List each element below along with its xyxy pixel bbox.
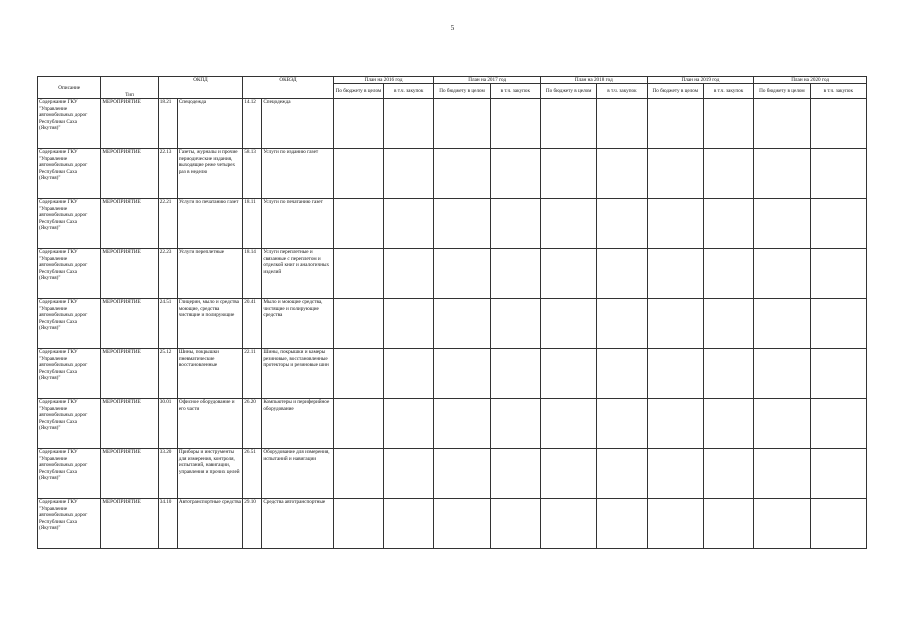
row-okpd-name: Газеты, журналы и прочие периодические издания, выходящие реже четырех раз в неделю (177, 149, 242, 199)
row-okvd-code: 29.10 (243, 499, 262, 549)
row-okvd-name: Средства автотранспортные (262, 499, 333, 549)
table-row (38, 199, 867, 249)
row-type: МЕРОПРИЯТИЕ (101, 349, 158, 399)
row-okvd-name: Спецодежда (262, 99, 333, 149)
year-header-2018: План на 2018 год (540, 77, 647, 84)
budget-header: По бюджету в целом (540, 84, 596, 99)
table-row (38, 149, 867, 199)
table-row (38, 99, 867, 149)
budget-cell (333, 199, 383, 249)
purchases-cell (384, 149, 434, 199)
table-row (38, 449, 867, 499)
budget-cell (434, 199, 490, 249)
purchases-cell (490, 499, 540, 549)
row-okpd-name: Спецодежда (177, 99, 242, 149)
row-okvd-code: 20.41 (243, 299, 262, 349)
purchases-cell (703, 299, 753, 349)
budget-cell (540, 399, 596, 449)
page-number: 5 (450, 24, 455, 32)
budget-cell (647, 299, 703, 349)
budget-cell (647, 499, 703, 549)
row-okvd-name: Услуги переплетные и связанные с переплетом и отделкой книг и аналогичных изделий (262, 249, 333, 299)
row-description: Содержание ГКУ "Управление автомобильных дорог Республики Саха (Якутия)" (38, 99, 101, 149)
budget-cell (434, 149, 490, 199)
row-okpd-name: Приборы и инструменты для измерения, контроля, испытаний, навигации, управления и прочих целей (177, 449, 242, 499)
budget-cell (540, 349, 596, 399)
budget-cell (540, 449, 596, 499)
table-row (38, 399, 867, 449)
purchases-cell (597, 149, 647, 199)
budget-header: По бюджету в целом (434, 84, 490, 99)
purchases-cell (703, 249, 753, 299)
purchases-cell (384, 349, 434, 399)
budget-cell (647, 349, 703, 399)
row-description: Содержание ГКУ "Управление автомобильных дорог Республики Саха (Якутия)" (38, 449, 101, 499)
row-okpd-name: Автотранспортные средства (177, 499, 242, 549)
row-description: Содержание ГКУ "Управление автомобильных дорог Республики Саха (Якутия)" (38, 149, 101, 199)
budget-cell (754, 349, 810, 399)
purchases-cell (810, 199, 866, 249)
row-okvd-code: 18.11 (243, 199, 262, 249)
year-header-2020: План на 2020 год (754, 77, 867, 84)
budget-cell (647, 149, 703, 199)
row-type: МЕРОПРИЯТИЕ (101, 149, 158, 199)
purchases-cell (703, 99, 753, 149)
purchases-cell (384, 249, 434, 299)
purchases-cell (490, 99, 540, 149)
purchases-cell (384, 99, 434, 149)
purchases-cell (703, 399, 753, 449)
purchases-cell (810, 499, 866, 549)
row-type: МЕРОПРИЯТИЕ (101, 399, 158, 449)
purchases-cell (384, 499, 434, 549)
purchases-cell (810, 249, 866, 299)
purchases-cell (810, 399, 866, 449)
purchases-cell (597, 99, 647, 149)
purchases-header: в т.ч. закупок (597, 84, 647, 99)
purchases-cell (384, 449, 434, 499)
purchases-cell (597, 449, 647, 499)
budget-cell (647, 199, 703, 249)
row-okpd-name: Услуги по печатанию газет (177, 199, 242, 249)
budget-cell (434, 299, 490, 349)
row-type: МЕРОПРИЯТИЕ (101, 299, 158, 349)
purchases-cell (490, 399, 540, 449)
budget-cell (333, 149, 383, 199)
row-okpd-name: Офисное оборудование и его части (177, 399, 242, 449)
purchases-cell (597, 199, 647, 249)
row-okpd-code: 22.21 (158, 199, 177, 249)
budget-cell (754, 249, 810, 299)
purchases-cell (703, 499, 753, 549)
year-header-2016: План на 2016 год (333, 77, 434, 84)
row-okpd-code: 25.12 (158, 349, 177, 399)
budget-cell (540, 299, 596, 349)
budget-cell (754, 199, 810, 249)
purchases-cell (490, 149, 540, 199)
row-description: Содержание ГКУ "Управление автомобильных дорог Республики Саха (Якутия)" (38, 349, 101, 399)
purchases-cell (810, 349, 866, 399)
row-okpd-code: 33.20 (158, 449, 177, 499)
row-description: Содержание ГКУ "Управление автомобильных дорог Республики Саха (Якутия)" (38, 249, 101, 299)
purchases-cell (384, 399, 434, 449)
purchases-header: в т.ч. закупок (703, 84, 753, 99)
budget-cell (754, 149, 810, 199)
budget-cell (754, 499, 810, 549)
row-description: Содержание ГКУ "Управление автомобильных дорог Республики Саха (Якутия)" (38, 399, 101, 449)
budget-cell (754, 99, 810, 149)
purchases-cell (597, 399, 647, 449)
row-okvd-code: 18.14 (243, 249, 262, 299)
budget-cell (333, 249, 383, 299)
row-okpd-code: 22.23 (158, 249, 177, 299)
purchases-cell (490, 449, 540, 499)
row-okvd-name: Мыло и моющие средства, чистящие и полирующие средства (262, 299, 333, 349)
row-okvd-code: 14.12 (243, 99, 262, 149)
budget-header: По бюджету в целом (333, 84, 383, 99)
row-description: Содержание ГКУ "Управление автомобильных дорог Республики Саха (Якутия)" (38, 199, 101, 249)
row-type: МЕРОПРИЯТИЕ (101, 199, 158, 249)
budget-cell (333, 449, 383, 499)
purchases-cell (384, 299, 434, 349)
purchases-header: в т.ч. закупок (384, 84, 434, 99)
purchases-cell (703, 149, 753, 199)
row-okpd-code: 34.10 (158, 499, 177, 549)
budget-cell (434, 499, 490, 549)
budget-cell (647, 99, 703, 149)
purchases-cell (384, 199, 434, 249)
row-description: Содержание ГКУ "Управление автомобильных дорог Республики Саха (Якутия)" (38, 299, 101, 349)
procurement-plan-table (37, 76, 867, 549)
budget-cell (434, 399, 490, 449)
row-okvd-code: 22.11 (243, 349, 262, 399)
budget-cell (647, 249, 703, 299)
row-okvd-code: 26.20 (243, 399, 262, 449)
purchases-cell (490, 349, 540, 399)
budget-cell (540, 499, 596, 549)
row-type: МЕРОПРИЯТИЕ (101, 99, 158, 149)
header-row-years (38, 77, 867, 84)
budget-cell (434, 349, 490, 399)
row-okpd-code: 22.13 (158, 149, 177, 199)
row-okpd-name: Услуги переплетные (177, 249, 242, 299)
row-okpd-code: 24.51 (158, 299, 177, 349)
row-okpd-code: 30.01 (158, 399, 177, 449)
purchases-cell (490, 249, 540, 299)
budget-header: По бюджету в целом (647, 84, 703, 99)
row-okvd-name: Компьютеры и периферийное оборудование (262, 399, 333, 449)
budget-cell (333, 99, 383, 149)
purchases-cell (597, 249, 647, 299)
purchases-header: в т.ч. закупок (490, 84, 540, 99)
purchases-cell (703, 349, 753, 399)
purchases-cell (703, 199, 753, 249)
row-okpd-code: 18.21 (158, 99, 177, 149)
col-description-header: Описание (38, 77, 101, 99)
col-okpd-header: ОКПД (158, 77, 243, 99)
purchases-cell (703, 449, 753, 499)
budget-cell (333, 499, 383, 549)
budget-cell (333, 349, 383, 399)
year-header-2017: План на 2017 год (434, 77, 541, 84)
row-okvd-code: 26.51 (243, 449, 262, 499)
budget-cell (540, 99, 596, 149)
row-okvd-name: Услуги по печатанию газет (262, 199, 333, 249)
purchases-cell (490, 299, 540, 349)
purchases-cell (597, 299, 647, 349)
budget-cell (540, 249, 596, 299)
row-type: МЕРОПРИЯТИЕ (101, 449, 158, 499)
row-okvd-name: Оборудование для измерения, испытаний и навигации (262, 449, 333, 499)
budget-cell (434, 99, 490, 149)
col-okvd-header: ОКВЭД (243, 77, 334, 99)
row-description: Содержание ГКУ "Управление автомобильных дорог Республики Саха (Якутия)" (38, 499, 101, 549)
budget-cell (754, 399, 810, 449)
budget-cell (754, 449, 810, 499)
purchases-cell (810, 299, 866, 349)
row-okpd-name: Глицерин, мыло и средства моющие, средства чистящие и полирующие (177, 299, 242, 349)
year-header-2019: План на 2019 год (647, 77, 754, 84)
purchases-cell (490, 199, 540, 249)
row-okvd-name: Услуги по изданию газет (262, 149, 333, 199)
budget-cell (647, 399, 703, 449)
row-type: МЕРОПРИЯТИЕ (101, 249, 158, 299)
budget-cell (333, 399, 383, 449)
table-row (38, 249, 867, 299)
purchases-cell (597, 499, 647, 549)
col-type-header: Тип (101, 77, 158, 99)
budget-cell (754, 299, 810, 349)
budget-cell (434, 449, 490, 499)
table-row (38, 299, 867, 349)
purchases-header: в т.ч. закупок (810, 84, 866, 99)
purchases-cell (810, 99, 866, 149)
budget-header: По бюджету в целом (754, 84, 810, 99)
budget-cell (647, 449, 703, 499)
table-row (38, 349, 867, 399)
row-type: МЕРОПРИЯТИЕ (101, 499, 158, 549)
budget-cell (540, 149, 596, 199)
purchases-cell (810, 149, 866, 199)
table-row (38, 499, 867, 549)
purchases-cell (597, 349, 647, 399)
row-okvd-code: 58.13 (243, 149, 262, 199)
purchases-cell (810, 449, 866, 499)
budget-cell (540, 199, 596, 249)
row-okvd-name: Шины, покрышки и камеры резиновые, восстановленные протекторы и резиновые шин (262, 349, 333, 399)
row-okpd-name: Шины, покрышки пневматические восстановленные (177, 349, 242, 399)
budget-cell (333, 299, 383, 349)
budget-cell (434, 249, 490, 299)
